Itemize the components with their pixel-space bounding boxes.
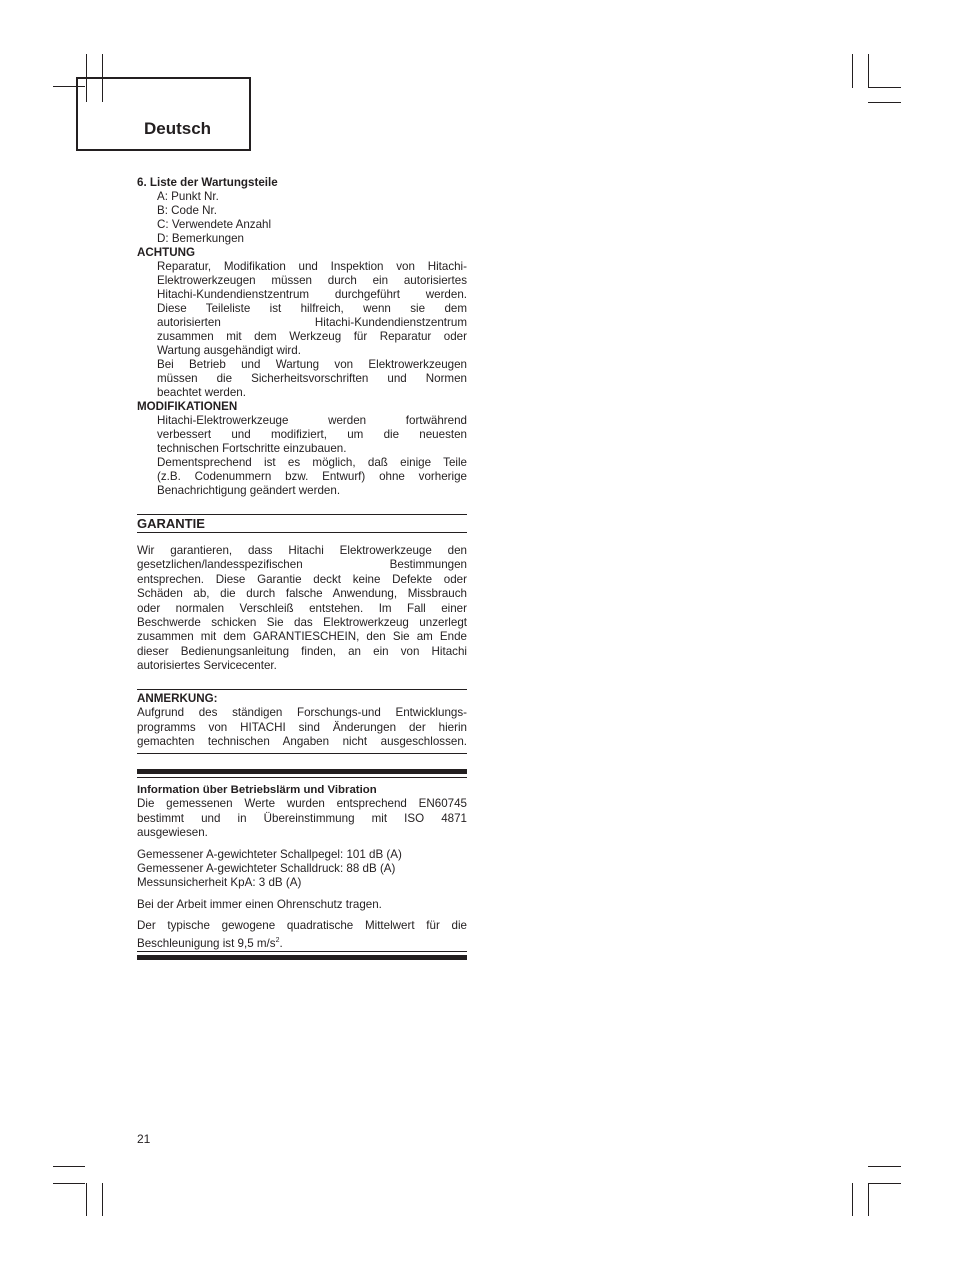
- text-line: müssen die Sicherheitsvorschriften und Normen: [157, 372, 467, 385]
- modifikationen-label: MODIFIKATIONEN: [137, 400, 238, 413]
- vibration-value-line: Beschleunigung ist 9,5 $m/s^2$.: [137, 936, 283, 950]
- noise-heading: Information über Betriebslärm und Vibration: [137, 784, 377, 796]
- text-line: Wartung ausgehändigt wird.: [157, 344, 301, 357]
- text-line: Elektrowerkzeugen müssen durch ein autorisiertes: [157, 274, 467, 287]
- text-line: gesetzlichen/landesspezifischen Bestimmungen: [137, 558, 467, 572]
- noise-vibration-section: [137, 783, 467, 951]
- ear-protection-note: Bei der Arbeit immer einen Ohrenschutz tragen.: [137, 897, 382, 911]
- text-line: technischen Fortschritte einzubauen.: [157, 442, 347, 455]
- text-line: entsprechen. Diese Garantie deckt keine Defekte oder: [137, 572, 467, 586]
- service-parts-list: [137, 190, 467, 246]
- text-line: autorisiertes Servicecenter.: [137, 659, 277, 673]
- list-item: D: Bemerkungen: [157, 232, 244, 245]
- text-line: Schäden ab, die durch falsche Anwendung, Missbrauch: [137, 587, 467, 601]
- anmerkung-section: [137, 692, 467, 750]
- page-number: 21: [137, 1132, 151, 1146]
- text-line: (z.B. Codenummern bzw. Entwurf) ohne vorherige: [157, 470, 467, 483]
- text-line: Diese Teileliste ist hilfreich, wenn sie dem: [157, 302, 467, 315]
- garantie-heading: GARANTIE: [137, 516, 205, 531]
- text-line: Aufgrund des ständigen Forschungs-und Entwicklungs-: [137, 706, 467, 720]
- text-line: verbessert und modifiziert, um die neuesten: [157, 428, 467, 441]
- divider: [137, 951, 467, 952]
- achtung-label: ACHTUNG: [137, 246, 195, 259]
- anmerkung-heading: ANMERKUNG:: [137, 692, 218, 705]
- language-label: Deutsch: [144, 119, 212, 138]
- text-line: dieser Bedienungsanleitung finden, an ein von Hitachi: [137, 644, 467, 658]
- thick-divider: [137, 955, 467, 960]
- divider: [137, 689, 467, 690]
- achtung-text: [137, 260, 467, 400]
- text-line: zusammen mit dem GARANTIESCHEIN, den Sie am Ende: [137, 630, 467, 644]
- noise-value-line: Gemessener A-gewichteter Schalldruck: 88 dB (A): [137, 862, 396, 876]
- garantie-text: [137, 544, 467, 674]
- divider: [137, 777, 467, 778]
- text-line: autorisierten Hitachi-Kundendienstzentrum: [157, 316, 467, 329]
- list-item: B: Code Nr.: [157, 204, 217, 217]
- text-line: Beschwerde schicken Sie das Elektrowerkzeug unzerlegt: [137, 616, 467, 630]
- text-line: Hitachi-Elektrowerkzeuge werden fortwährend: [157, 414, 467, 427]
- divider: [137, 514, 467, 515]
- language-tab: [76, 77, 251, 151]
- text-line: bestimmt und in Übereinstimmung mit ISO 4871: [137, 811, 467, 825]
- thick-divider: [137, 769, 467, 774]
- text-line: ausgewiesen.: [137, 826, 208, 840]
- text-line: Wir garantieren, dass Hitachi Elektrowerkzeuge den: [137, 544, 467, 557]
- text-line: beachtet werden.: [157, 386, 246, 399]
- service-parts-section: [137, 176, 467, 498]
- text-line: Hitachi-Kundendienstzentrum durchgeführt werden.: [157, 288, 467, 301]
- text-line: programms von HITACHI sind Änderungen der hierin: [137, 720, 467, 734]
- text-line: Der typische gewogene quadratische Mittelwert für die: [137, 919, 467, 933]
- text-line: Reparatur, Modifikation und Inspektion von Hitachi-: [157, 260, 467, 273]
- list-item: A: Punkt Nr.: [157, 190, 219, 203]
- divider: [137, 532, 467, 533]
- text-line: zusammen mit dem Werkzeug für Reparatur oder: [157, 330, 467, 343]
- noise-value-line: Gemessener A-gewichteter Schallpegel: 101 dB (A): [137, 847, 402, 861]
- text-line: Bei Betrieb und Wartung von Elektrowerkzeugen: [157, 358, 467, 371]
- modifikationen-text: [137, 414, 467, 498]
- text-line: Benachrichtigung geändert werden.: [157, 484, 341, 497]
- text-line: gemachten technischen Angaben nicht ausgeschlossen.: [137, 735, 467, 749]
- noise-value-line: Messunsicherheit KpA: 3 dB (A): [137, 876, 302, 890]
- list-item: C: Verwendete Anzahl: [157, 218, 272, 231]
- service-parts-heading: 6. Liste der Wartungsteile: [137, 176, 278, 189]
- text-line: Dementsprechend ist es möglich, daß einige Teile: [157, 456, 467, 469]
- text-line: oder normalen Verschleiß entstehen. Im Fall einer: [137, 601, 467, 615]
- divider: [137, 753, 467, 754]
- text-line: Die gemessenen Werte wurden entsprechend EN60745: [137, 797, 467, 811]
